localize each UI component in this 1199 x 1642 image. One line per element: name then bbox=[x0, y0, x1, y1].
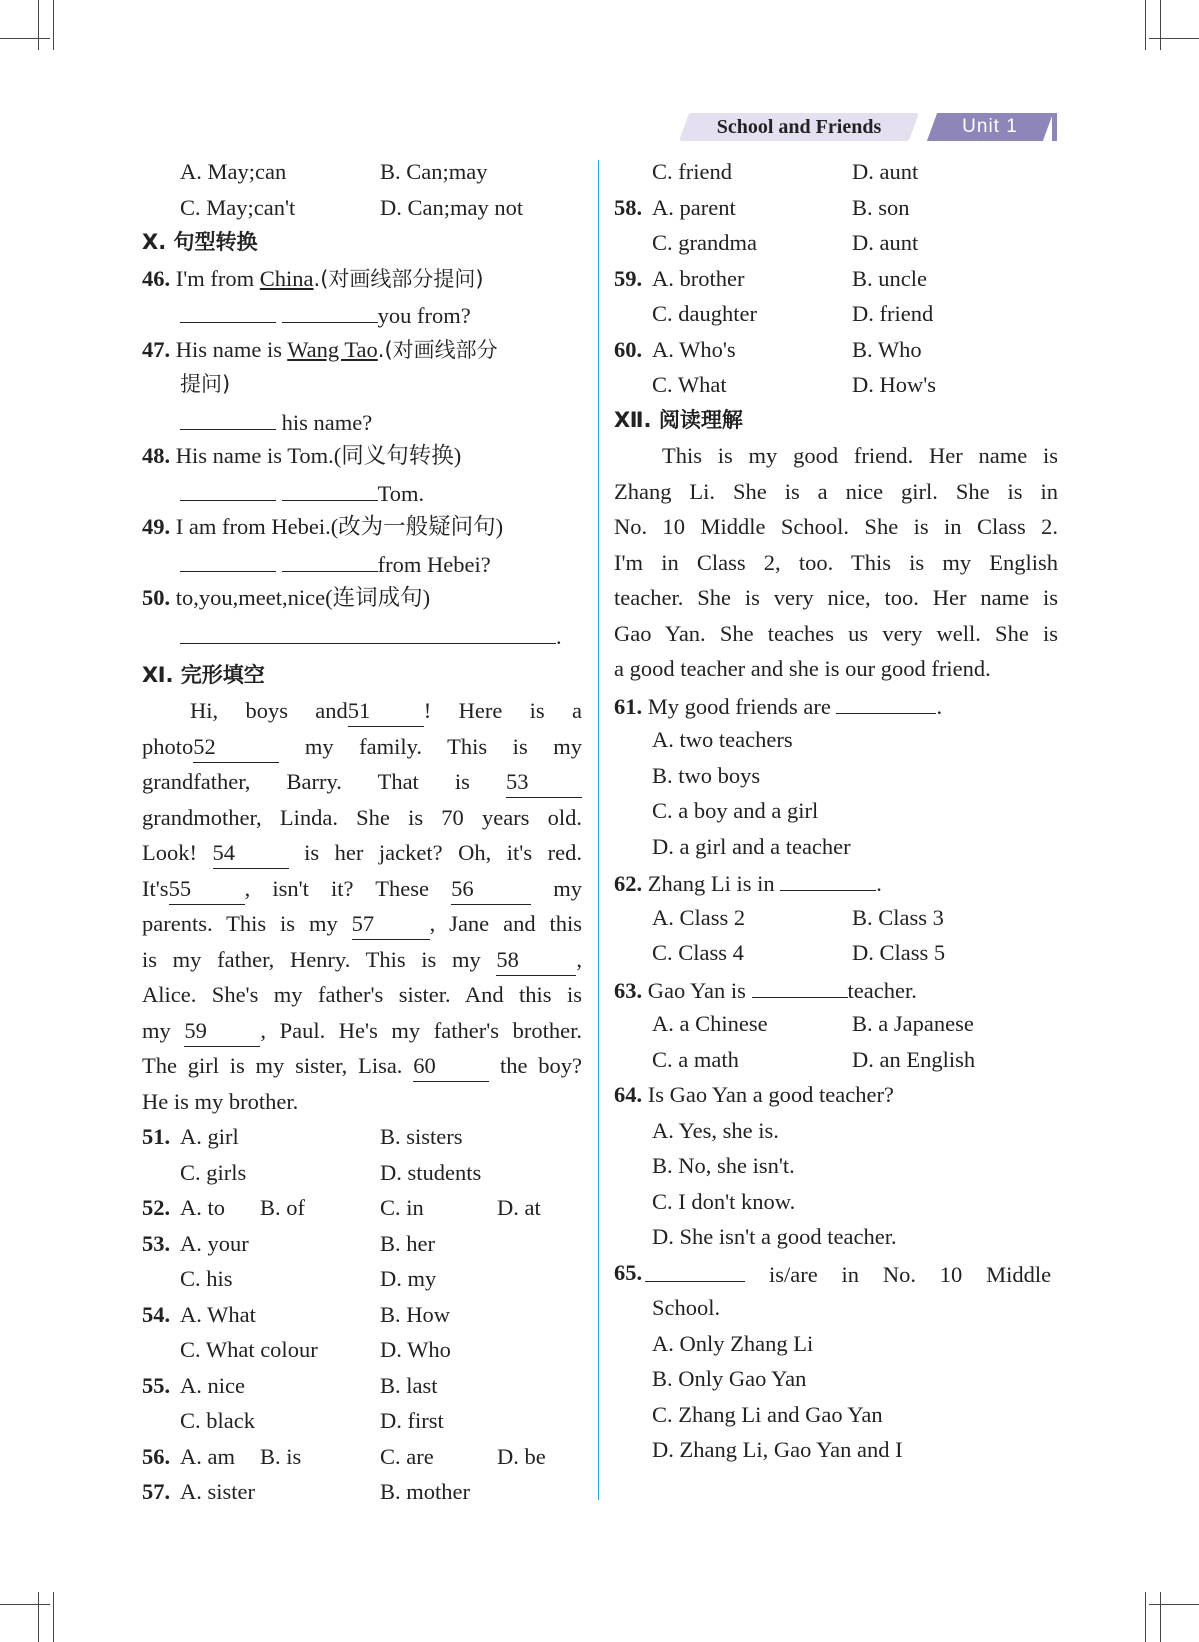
passage-line bbox=[142, 1048, 582, 1084]
option-d: D. first bbox=[380, 1408, 444, 1433]
question-number: 58. bbox=[614, 194, 643, 220]
crop-mark bbox=[0, 1604, 50, 1605]
blank-57[interactable]: 57 bbox=[352, 911, 430, 940]
text: , bbox=[576, 946, 583, 972]
option-a: A. girl bbox=[180, 1124, 239, 1149]
text: The girl is my sister, Lisa. bbox=[142, 1053, 403, 1078]
text: parents. This is my bbox=[142, 911, 338, 936]
question-number: 52. bbox=[142, 1195, 171, 1220]
option bbox=[614, 1219, 1058, 1255]
option-d: D. She isn't a good teacher. bbox=[652, 1224, 897, 1249]
option-c: C. grandma bbox=[652, 230, 757, 255]
option-a: A. a Chinese bbox=[652, 1011, 768, 1036]
passage-line bbox=[142, 729, 582, 765]
answer-line bbox=[142, 296, 582, 332]
option-a: A. to bbox=[180, 1195, 225, 1220]
header-unit: Unit 1 bbox=[962, 116, 1018, 137]
option-b: B. her bbox=[380, 1230, 435, 1256]
question-64 bbox=[614, 1077, 1058, 1113]
option-b: B. is bbox=[260, 1443, 302, 1469]
crop-mark bbox=[38, 0, 39, 50]
option-a: A. your bbox=[180, 1230, 249, 1256]
option-d: D. Class 5 bbox=[852, 940, 946, 965]
option-b: B. uncle bbox=[852, 265, 927, 291]
answer-suffix: from Hebei? bbox=[377, 551, 491, 577]
question-54 bbox=[142, 1297, 582, 1333]
passage-line: a good teacher and she is our good friend. bbox=[614, 656, 991, 681]
question-65 bbox=[614, 1255, 1058, 1291]
right-column bbox=[614, 154, 1058, 1468]
question-text: I'm from bbox=[175, 265, 260, 291]
question-number: 55. bbox=[142, 1372, 171, 1398]
blank-59[interactable]: 59 bbox=[184, 1018, 260, 1047]
option-a: A. Yes, she is. bbox=[652, 1117, 779, 1143]
page-header bbox=[684, 113, 1056, 141]
crop-mark bbox=[1149, 1604, 1199, 1605]
crop-mark bbox=[1145, 0, 1146, 50]
option bbox=[614, 1432, 1058, 1468]
crop-mark bbox=[53, 0, 54, 50]
question-text: Zhang Li is in bbox=[647, 871, 775, 896]
question-number: 57. bbox=[142, 1479, 171, 1504]
text: grandfather, Barry. That is bbox=[142, 769, 470, 794]
question-number: 61. bbox=[614, 693, 643, 719]
option-d: D. aunt bbox=[852, 159, 919, 184]
question-text: His name is bbox=[175, 336, 288, 362]
question-60-options bbox=[614, 367, 1058, 403]
option-d: D. a girl and a teacher bbox=[652, 833, 851, 859]
passage-line bbox=[142, 906, 582, 942]
crop-mark bbox=[1149, 38, 1199, 39]
text: , Jane and this bbox=[429, 911, 582, 936]
option-c: C. friend bbox=[652, 159, 732, 184]
answer-line bbox=[142, 474, 582, 510]
option-d: D. aunt bbox=[852, 230, 919, 255]
blank-58[interactable]: 58 bbox=[496, 947, 576, 976]
question-62-options bbox=[614, 935, 1058, 971]
question-instruction: .(对画线部分提问) bbox=[313, 266, 484, 291]
blank-60[interactable]: 60 bbox=[413, 1053, 489, 1082]
question-52 bbox=[142, 1190, 582, 1226]
blank-55[interactable]: 55 bbox=[169, 876, 245, 905]
passage-line bbox=[142, 942, 582, 978]
option bbox=[614, 1113, 1058, 1149]
option-a: A. two teachers bbox=[652, 727, 793, 752]
question-number: 53. bbox=[142, 1230, 171, 1256]
answer-suffix: his name? bbox=[281, 409, 373, 435]
question-51 bbox=[142, 1119, 582, 1155]
text: the boy? bbox=[500, 1053, 582, 1078]
section-heading: Ⅺ. 完形填空 bbox=[142, 662, 265, 687]
question-number: 51. bbox=[142, 1124, 171, 1149]
crop-mark bbox=[1145, 1592, 1146, 1642]
question-54-options bbox=[142, 1332, 582, 1368]
question-55 bbox=[142, 1368, 582, 1404]
option bbox=[614, 1326, 1058, 1362]
option-b: B. Only Gao Yan bbox=[652, 1366, 807, 1391]
question-53 bbox=[142, 1226, 582, 1262]
passage-line bbox=[142, 871, 582, 907]
option bbox=[614, 1184, 1058, 1220]
option-b: B. How bbox=[380, 1301, 451, 1327]
option-d: D. students bbox=[380, 1159, 482, 1185]
question-number: 62. bbox=[614, 871, 643, 896]
question-55-options bbox=[142, 1403, 582, 1439]
answer-line bbox=[142, 403, 582, 439]
answer-suffix: Tom. bbox=[377, 480, 425, 506]
option-b: B. son bbox=[852, 194, 910, 220]
question-47-cont bbox=[142, 367, 582, 403]
text: Hi, boys and bbox=[190, 698, 348, 723]
answer-blank[interactable] bbox=[180, 403, 276, 430]
question-text: School. bbox=[652, 1295, 721, 1320]
question-number: 60. bbox=[614, 336, 643, 362]
answer-blank[interactable] bbox=[180, 474, 276, 501]
text: my bbox=[553, 875, 583, 901]
option bbox=[614, 722, 1058, 758]
blank-54[interactable]: 54 bbox=[213, 840, 289, 869]
passage-line: teacher. She is very nice, too. Her name is bbox=[614, 585, 1058, 610]
answer-blank[interactable] bbox=[645, 1255, 745, 1282]
answer-line bbox=[142, 616, 582, 658]
question-number: 65. bbox=[614, 1259, 643, 1285]
passage-line: This is my good friend. Her name is bbox=[662, 443, 1058, 468]
option-c: C. What colour bbox=[180, 1337, 318, 1362]
option bbox=[614, 758, 1058, 794]
question-61 bbox=[614, 687, 1058, 723]
option-c: C. a math bbox=[652, 1046, 739, 1072]
passage-line bbox=[142, 835, 582, 871]
question-51-options bbox=[142, 1155, 582, 1191]
option bbox=[614, 1148, 1058, 1184]
question-63-options bbox=[614, 1006, 1058, 1042]
crop-mark bbox=[1160, 1592, 1161, 1642]
q45-options-2 bbox=[142, 190, 582, 226]
option-d: D. at bbox=[497, 1195, 541, 1220]
question-number: 48. bbox=[142, 443, 171, 468]
option-c: C. black bbox=[180, 1408, 255, 1433]
option-b: B. of bbox=[260, 1195, 305, 1220]
question-62 bbox=[614, 864, 1058, 900]
blank-56[interactable]: 56 bbox=[451, 876, 531, 905]
answer-suffix: . bbox=[556, 623, 562, 649]
left-column bbox=[142, 154, 582, 1510]
question-text: Is Gao Yan a good teacher? bbox=[647, 1082, 894, 1107]
option-b: B. Can;may bbox=[380, 159, 488, 184]
option-d: D. be bbox=[497, 1443, 546, 1469]
crop-mark bbox=[1160, 0, 1161, 50]
text: , isn't it? These bbox=[244, 875, 429, 901]
option-a: A. What bbox=[180, 1301, 256, 1327]
option-c: C. I don't know. bbox=[652, 1188, 796, 1214]
answer-blank[interactable] bbox=[180, 617, 556, 644]
option-d: D. an English bbox=[852, 1046, 976, 1072]
answer-blank[interactable] bbox=[282, 474, 378, 501]
question-number: 47. bbox=[142, 336, 171, 362]
option bbox=[614, 1397, 1058, 1433]
question-text: Gao Yan is bbox=[647, 977, 746, 1003]
answer-suffix: you from? bbox=[377, 303, 471, 328]
text: , Paul. He's my father's brother. bbox=[260, 1017, 582, 1043]
text: ! Here is a bbox=[423, 698, 583, 723]
option-b: B. sisters bbox=[380, 1124, 463, 1149]
question-59 bbox=[614, 261, 1058, 297]
question-instruction: 提问) bbox=[180, 372, 231, 396]
question-text: to,you,meet,nice(连词成句) bbox=[175, 585, 431, 610]
passage-line: Gao Yan. She teaches us very well. She is bbox=[614, 620, 1058, 646]
question-number: 59. bbox=[614, 265, 643, 291]
question-instruction: .(对画线部分 bbox=[377, 337, 498, 362]
option-a: A. Only Zhang Li bbox=[652, 1330, 814, 1356]
option-c: C. What bbox=[652, 372, 727, 397]
option-d: D. How's bbox=[852, 372, 937, 397]
text: It's bbox=[142, 875, 169, 901]
column-divider bbox=[598, 160, 599, 1500]
option-a: A. am bbox=[180, 1443, 235, 1469]
option-c: C. girls bbox=[180, 1159, 247, 1185]
question-47 bbox=[142, 332, 582, 368]
cloze-passage bbox=[142, 693, 582, 1119]
option-a: A. parent bbox=[652, 194, 736, 220]
passage-line bbox=[142, 693, 582, 729]
option-d: D. my bbox=[380, 1266, 437, 1291]
question-53-options bbox=[142, 1261, 582, 1297]
question-number: 49. bbox=[142, 514, 171, 539]
option-a: A. May;can bbox=[180, 159, 287, 184]
question-number: 56. bbox=[142, 1443, 171, 1469]
option-b: B. two boys bbox=[652, 762, 761, 788]
option-c: C. a boy and a girl bbox=[652, 798, 819, 823]
question-text: I am from Hebei.(改为一般疑问句) bbox=[175, 514, 504, 539]
option-d: D. Who bbox=[380, 1337, 451, 1362]
header-title: School and Friends bbox=[716, 116, 882, 138]
question-57-options bbox=[614, 154, 1058, 190]
header-bar bbox=[1052, 113, 1057, 141]
question-text: is/are in No. 10 Middle bbox=[768, 1261, 1052, 1287]
option-c: C. in bbox=[380, 1195, 424, 1220]
question-63 bbox=[614, 971, 1058, 1007]
passage-line: Zhang Li. She is a nice girl. She is in bbox=[614, 478, 1058, 504]
option bbox=[614, 1361, 1058, 1397]
question-62-options bbox=[614, 900, 1058, 936]
crop-mark bbox=[53, 1592, 54, 1642]
passage-line: grandmother, Linda. She is 70 years old. bbox=[142, 804, 582, 830]
question-48 bbox=[142, 438, 582, 474]
question-number: 63. bbox=[614, 977, 643, 1003]
question-text: My good friends are bbox=[647, 693, 831, 719]
answer-blank[interactable] bbox=[836, 687, 936, 714]
option-c: C. May;can't bbox=[180, 194, 296, 220]
answer-blank[interactable] bbox=[180, 545, 276, 572]
passage-line: Alice. She's my father's sister. And this is bbox=[142, 982, 582, 1007]
underlined-text: China bbox=[259, 265, 314, 291]
text: my bbox=[142, 1017, 171, 1043]
text: my family. This is my bbox=[304, 733, 582, 759]
answer-blank[interactable] bbox=[752, 971, 848, 998]
option-d: D. Zhang Li, Gao Yan and I bbox=[652, 1437, 903, 1462]
option-b: B. Who bbox=[852, 336, 922, 362]
section-heading: Ⅻ. 阅读理解 bbox=[614, 407, 743, 432]
blank-52[interactable]: 52 bbox=[193, 734, 279, 763]
option bbox=[614, 829, 1058, 865]
text: photo bbox=[142, 733, 194, 759]
option-b: B. Class 3 bbox=[852, 904, 944, 930]
passage-line bbox=[142, 764, 582, 800]
option-c: C. Class 4 bbox=[652, 940, 744, 965]
answer-blank[interactable] bbox=[180, 296, 276, 323]
option bbox=[614, 793, 1058, 829]
option-a: A. brother bbox=[652, 265, 745, 291]
underlined-text: Wang Tao bbox=[287, 336, 378, 362]
text: is her jacket? Oh, it's red. bbox=[304, 840, 583, 865]
question-number: 54. bbox=[142, 1301, 171, 1327]
passage-line: No. 10 Middle School. She is in Class 2. bbox=[614, 514, 1058, 539]
reading-passage bbox=[614, 438, 1058, 687]
question-text-end: teacher. bbox=[847, 977, 917, 1003]
crop-mark bbox=[38, 1592, 39, 1642]
question-text-end: . bbox=[936, 693, 943, 719]
passage-line: He is my brother. bbox=[142, 1088, 299, 1114]
option-a: A. nice bbox=[180, 1372, 245, 1398]
blank-51[interactable]: 51 bbox=[348, 698, 424, 727]
question-number: 64. bbox=[614, 1082, 643, 1107]
question-56 bbox=[142, 1439, 582, 1475]
option-c: C. Zhang Li and Gao Yan bbox=[652, 1401, 883, 1427]
option-b: B. last bbox=[380, 1372, 438, 1398]
question-number: 50. bbox=[142, 585, 171, 610]
question-49 bbox=[142, 509, 582, 545]
question-50 bbox=[142, 580, 582, 616]
question-60 bbox=[614, 332, 1058, 368]
passage-line: I'm in Class 2, too. This is my English bbox=[614, 549, 1058, 575]
option-a: A. Who's bbox=[652, 336, 736, 362]
option-b: B. No, she isn't. bbox=[652, 1153, 795, 1178]
option-c: C. are bbox=[380, 1443, 434, 1469]
question-text: His name is Tom.(同义句转换) bbox=[175, 443, 462, 468]
text: is my father, Henry. This is my bbox=[142, 946, 481, 972]
option-d: D. Can;may not bbox=[380, 194, 524, 220]
option-a: A. Class 2 bbox=[652, 904, 746, 930]
question-58 bbox=[614, 190, 1058, 226]
question-63-options bbox=[614, 1042, 1058, 1078]
question-number: 46. bbox=[142, 265, 171, 291]
blank-53[interactable]: 53 bbox=[506, 769, 582, 798]
answer-blank[interactable] bbox=[282, 545, 378, 572]
option-b: B. a Japanese bbox=[852, 1011, 974, 1036]
answer-blank[interactable] bbox=[780, 864, 876, 891]
question-57 bbox=[142, 1474, 582, 1510]
passage-line bbox=[142, 1013, 582, 1049]
question-65-cont bbox=[614, 1290, 1058, 1326]
option-d: D. friend bbox=[852, 301, 934, 326]
question-46 bbox=[142, 261, 582, 297]
answer-blank[interactable] bbox=[282, 296, 378, 323]
question-58-options bbox=[614, 225, 1058, 261]
option-c: C. daughter bbox=[652, 301, 757, 326]
question-text-end: . bbox=[876, 871, 882, 896]
crop-mark bbox=[0, 38, 50, 39]
option-b: B. mother bbox=[380, 1479, 470, 1504]
section-heading: Ⅹ. 句型转换 bbox=[142, 230, 258, 254]
option-a: A. sister bbox=[180, 1479, 255, 1504]
answer-line bbox=[142, 545, 582, 581]
option-c: C. his bbox=[180, 1266, 233, 1291]
text: Look! bbox=[142, 840, 197, 865]
q45-options-1 bbox=[142, 154, 582, 190]
question-59-options bbox=[614, 296, 1058, 332]
